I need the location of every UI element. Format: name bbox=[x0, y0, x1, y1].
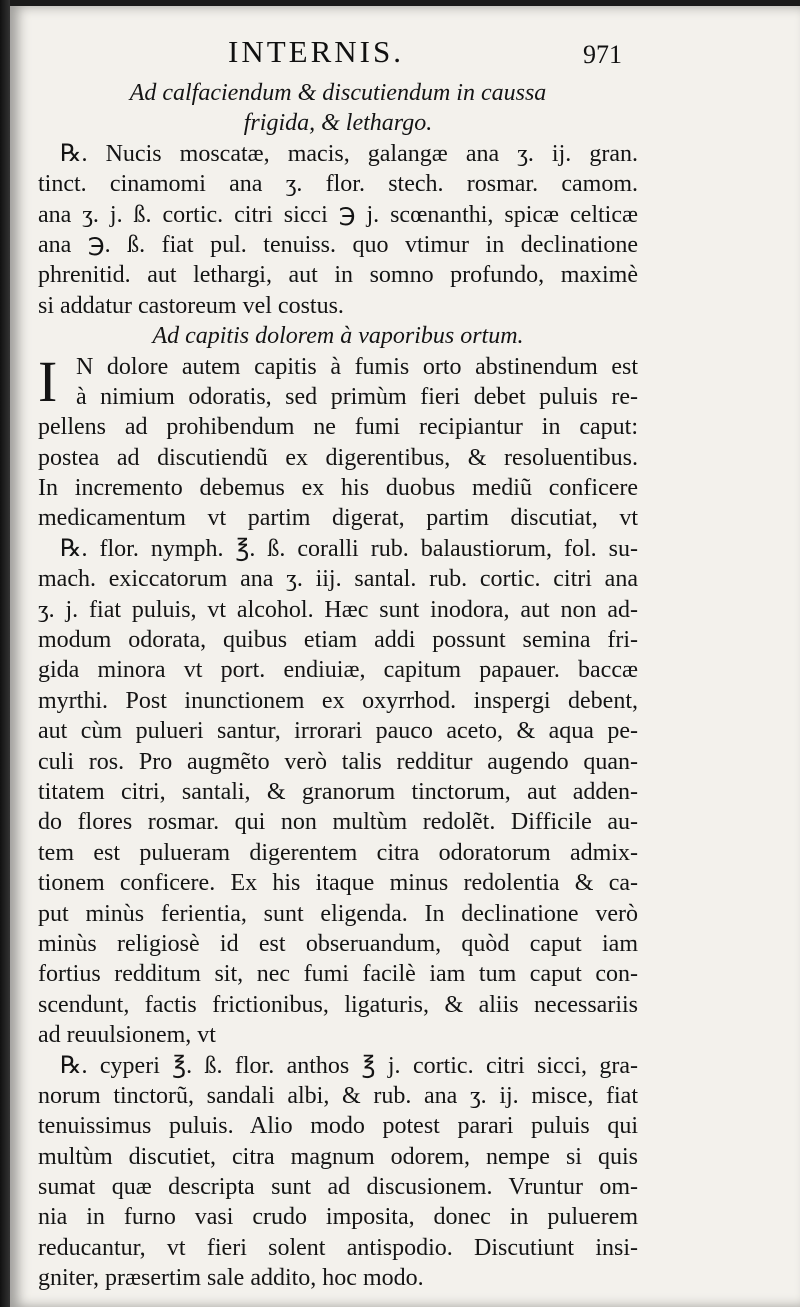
text-line: reducantur, vt fieri solent antispodio. Discutiunt insi- bbox=[38, 1234, 638, 1261]
text-line: aut cùm pulueri santur, irrorari pauco aceto, & aqua pe- bbox=[38, 718, 638, 745]
text-line: si addatur castoreum vel costus. bbox=[38, 292, 344, 319]
text-line: N dolore autem capitis à fumis orto abstinendum est bbox=[76, 353, 638, 380]
text-line: put minùs ferientia, sunt eligenda. In declinatione verò bbox=[38, 900, 638, 927]
text-line: gniter, præsertim sale addito, hoc modo. bbox=[38, 1265, 424, 1292]
text-line: do flores rosmar. qui non multùm redolẽt. Difficile au- bbox=[38, 809, 638, 836]
text-line: phrenitid. aut lethargi, aut in somno profundo, maximè bbox=[38, 262, 638, 289]
section-title-calfaciendum-1: Ad calfaciendum & discutiendum in caussa bbox=[129, 80, 547, 106]
text-line: nia in furno vasi crudo imposita, donec in puluerem bbox=[38, 1204, 638, 1231]
drop-cap: I bbox=[38, 348, 58, 414]
text-line: minùs religiosè id est obseruandum, quòd caput iam bbox=[38, 930, 638, 957]
text-line: myrthi. Post inunctionem ex oxyrrhod. inspergi debent, bbox=[38, 687, 638, 714]
text-line: gida minora vt port. endiuiæ, capitum papauer. baccæ bbox=[38, 657, 638, 684]
text-line: titatem citri, santali, & granorum tinctorum, aut adden- bbox=[38, 778, 638, 805]
running-head: INTERNIS. bbox=[228, 34, 404, 69]
page-header bbox=[0, 34, 800, 74]
text-line: modum odorata, quibus etiam addi possunt semina fri- bbox=[38, 627, 638, 654]
text-line: sumat quæ descripta sunt ad discusionem. Vruntur om- bbox=[38, 1174, 638, 1201]
page-gutter-shadow bbox=[0, 0, 10, 1307]
text-line: ʒ. j. fiat puluis, vt alcohol. Hæc sunt inodora, aut non ad- bbox=[38, 596, 638, 623]
text-line: medicamentum vt partim digerat, partim discutiat, vt bbox=[38, 505, 638, 532]
text-line: mach. exiccatorum ana ʒ. iij. santal. rub. cortic. citri ana bbox=[38, 566, 638, 593]
body-text bbox=[38, 78, 638, 1294]
text-line: ana ℈. ß. fiat pul. tenuiss. quo vtimur in declinatione bbox=[38, 231, 638, 258]
text-line: ℞. flor. nymph. ℥. ß. coralli rub. balaustiorum, fol. su- bbox=[60, 535, 638, 562]
section-title-calfaciendum-2: frigida, & lethargo. bbox=[243, 110, 433, 137]
text-line: pellens ad prohibendum ne fumi recipiantur in caput: bbox=[38, 414, 638, 441]
section-title-capitis-dolorem: Ad capitis dolorem à vaporibus ortum. bbox=[152, 323, 524, 350]
text-line: multùm discutiet, citra magnum odorem, nempe si quis bbox=[38, 1143, 638, 1170]
text-line: culi ros. Pro augmẽto verò talis redditur augendo quan- bbox=[38, 748, 638, 775]
text-line: ad reuulsionem, vt bbox=[38, 1022, 216, 1049]
drop-cap-paragraph bbox=[38, 348, 638, 414]
text-line: tinct. cinamomi ana ʒ. flor. stech. rosmar. camom. bbox=[38, 171, 638, 198]
page-number: 971 bbox=[583, 40, 622, 69]
text-line: tionem conficere. Ex his itaque minus redolentia & ca- bbox=[38, 870, 638, 897]
text-line: à nimium odoratis, sed primùm fieri debet puluis re- bbox=[76, 383, 638, 410]
text-line: ana ʒ. j. ß. cortic. citri sicci ℈ j. scœnanthi, spicæ celticæ bbox=[38, 201, 638, 228]
text-line: tenuissimus puluis. Alio modo potest parari puluis qui bbox=[38, 1113, 638, 1140]
text-line: norum tinctorũ, sandali albi, & rub. ana ʒ. ij. misce, fiat bbox=[38, 1082, 638, 1109]
text-line: scendunt, factis frictionibus, ligaturis, & aliis necessariis bbox=[38, 991, 638, 1018]
text-line: tem est pulueram digerentem citra odoratorum admix- bbox=[38, 839, 638, 866]
text-line: ℞. Nucis moscatæ, macis, galangæ ana ʒ. ij. gran. bbox=[60, 140, 638, 167]
text-line: ℞. cyperi ℥. ß. flor. anthos ℥ j. cortic. citri sicci, gra- bbox=[60, 1052, 638, 1079]
text-line: In incremento debemus ex his duobus mediũ conficere bbox=[38, 475, 638, 502]
text-line: postea ad discutiendũ ex digerentibus, & resoluentibus. bbox=[38, 444, 638, 471]
text-line: fortius redditum sit, nec fumi facilè iam tum caput con- bbox=[38, 961, 638, 988]
